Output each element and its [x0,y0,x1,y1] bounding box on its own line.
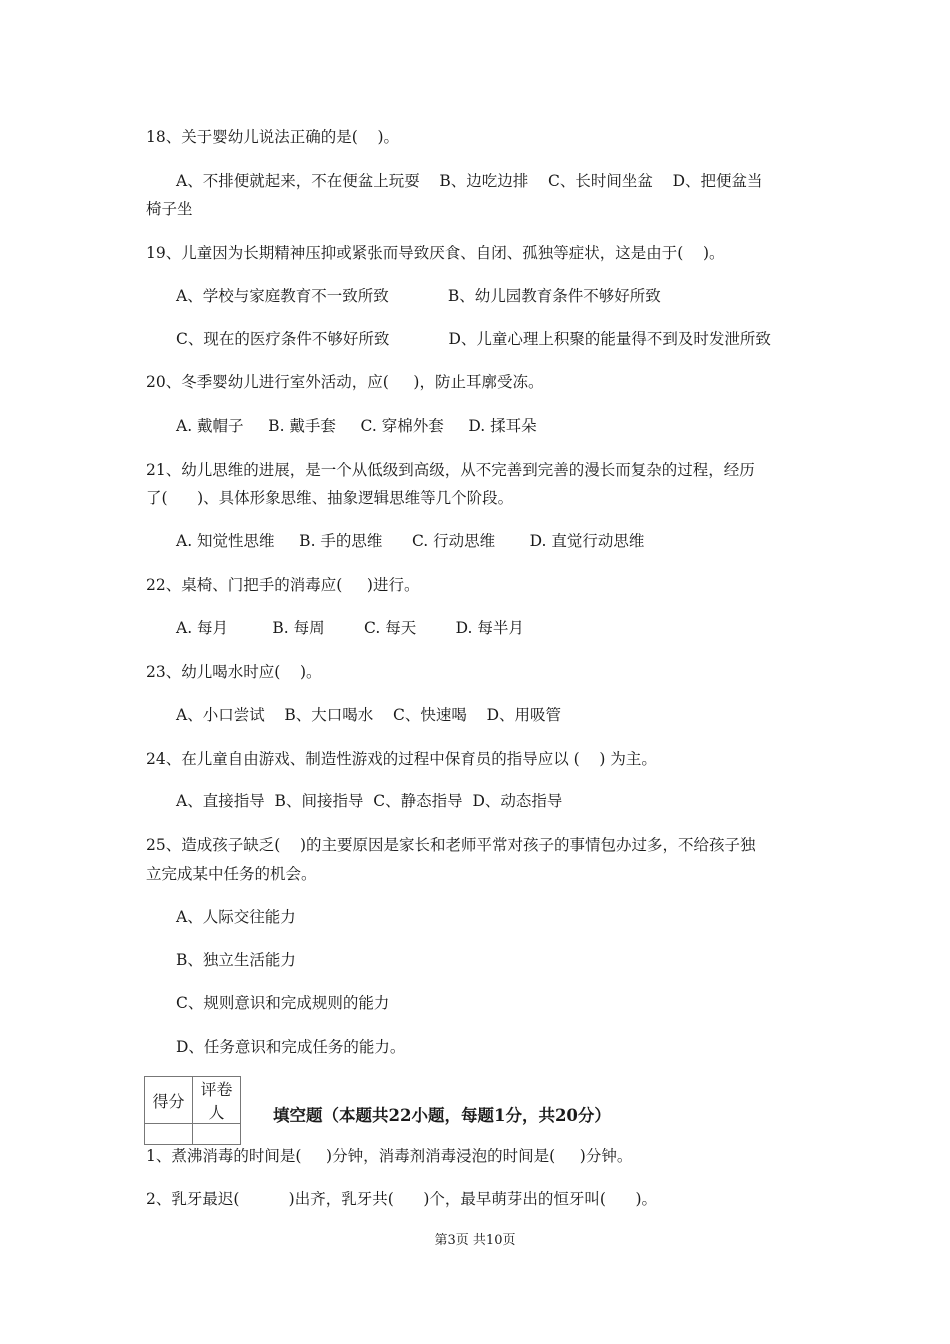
question-22-options: A. 每月 B. 每周 C. 每天 D. 每半月 [176,619,524,637]
question-21-stem-cont: 了( )、具体形象思维、抽象逻辑思维等几个阶段。 [146,489,514,507]
question-20-options: A. 戴帽子 B. 戴手套 C. 穿棉外套 D. 揉耳朵 [176,417,537,435]
question-18-options: A、不排便就起来，不在便盆上玩耍 B、边吃边排 C、长时间坐盆 D、把便盆当 [176,172,763,190]
section-title: 填空题（本题共22小题，每题1分，共20分） [273,1106,611,1125]
question-19-options-ab: A、学校与家庭教育不一致所致 B、幼儿园教育条件不够好所致 [176,287,661,305]
question-24-options: A、直接指导 B、间接指导 C、静态指导 D、动态指导 [176,792,563,810]
question-25-option-b: B、独立生活能力 [176,951,296,969]
question-25-stem-cont: 立完成某中任务的机会。 [146,865,317,883]
score-table [144,1076,241,1145]
score-cell[interactable] [145,1124,193,1145]
question-24-stem: 24、在儿童自由游戏、制造性游戏的过程中保育员的指导应以 ( ) 为主。 [146,750,657,768]
question-18-stem: 18、关于婴幼儿说法正确的是( )。 [146,128,400,146]
question-18-options-cont: 椅子坐 [146,200,193,218]
question-20-stem: 20、冬季婴幼儿进行室外活动，应( )，防止耳廓受冻。 [146,373,544,391]
fill-blank-2: 2、乳牙最迟( )出齐，乳牙共( )个，最早萌芽出的恒牙叫( )。 [146,1190,658,1208]
score-label: 得分 [145,1077,193,1124]
question-25-option-a: A、人际交往能力 [176,908,296,926]
grader-label: 评卷人 [193,1077,241,1124]
question-22-stem: 22、桌椅、门把手的消毒应( )进行。 [146,576,420,594]
page-footer: 第3页 共10页 [434,1233,516,1248]
question-23-options: A、小口尝试 B、大口喝水 C、快速喝 D、用吸管 [176,706,561,724]
question-21-options: A. 知觉性思维 B. 手的思维 C. 行动思维 D. 直觉行动思维 [176,532,645,550]
question-25-option-d: D、任务意识和完成任务的能力。 [176,1038,406,1056]
question-23-stem: 23、幼儿喝水时应( )。 [146,663,322,681]
question-25-stem: 25、造成孩子缺乏( )的主要原因是家长和老师平常对孩子的事情包办过多，不给孩子独 [146,836,756,854]
question-21-stem: 21、幼儿思维的进展，是一个从低级到高级，从不完善到完善的漫长而复杂的过程，经历 [146,461,755,479]
question-19-options-cd: C、现在的医疗条件不够好所致 D、儿童心理上积聚的能量得不到及时发泄所致 [176,330,771,348]
question-19-stem: 19、儿童因为长期精神压抑或紧张而导致厌食、自闭、孤独等症状，这是由于( )。 [146,244,725,262]
question-25-option-c: C、规则意识和完成规则的能力 [176,994,390,1012]
fill-blank-1: 1、煮沸消毒的时间是( )分钟，消毒剂消毒浸泡的时间是( )分钟。 [146,1147,633,1165]
grader-cell[interactable] [193,1124,241,1145]
